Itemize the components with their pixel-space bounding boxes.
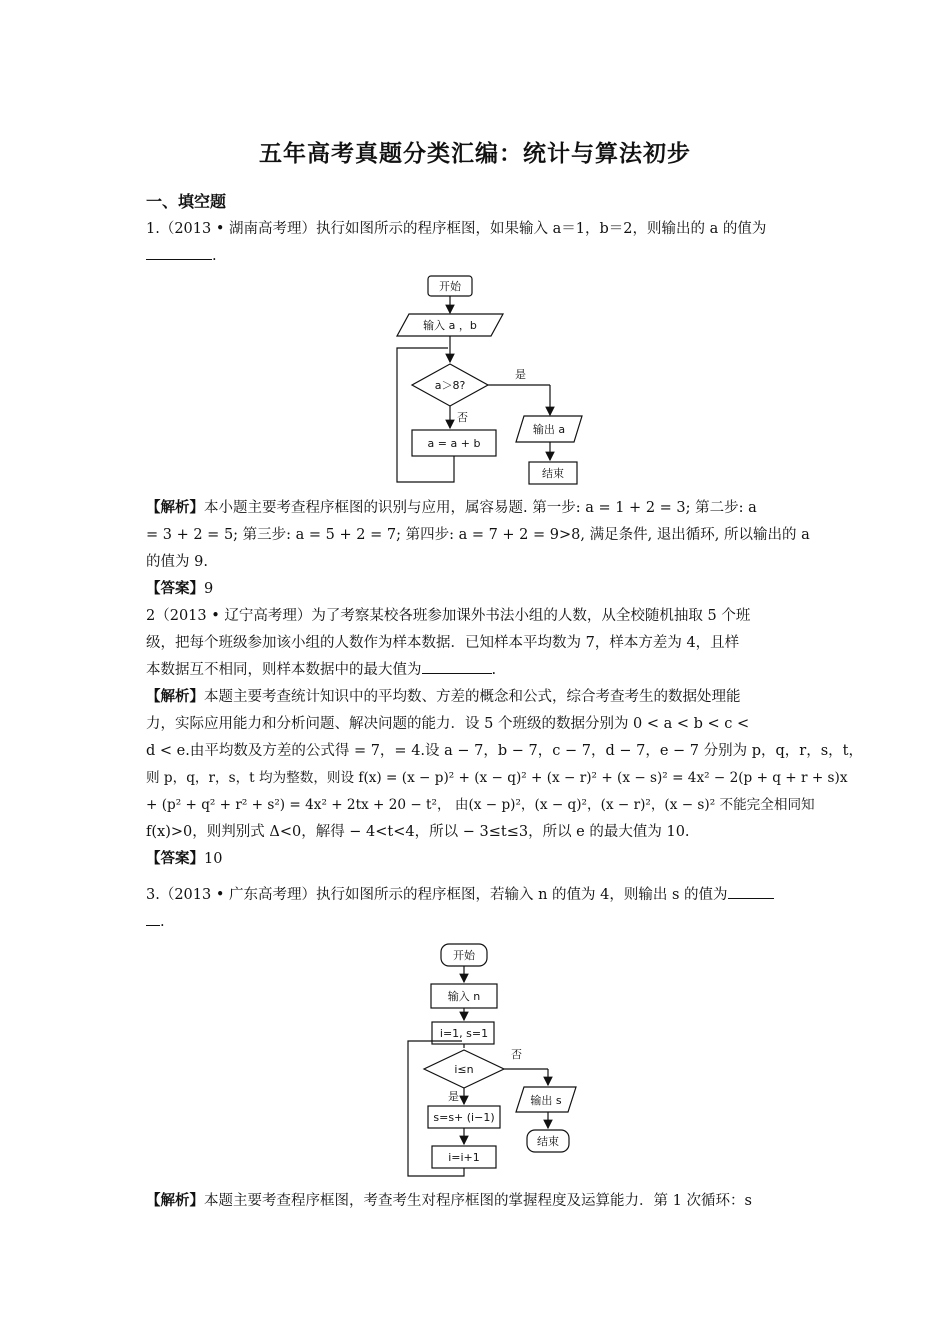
answer-label: 【答案】 xyxy=(146,581,204,597)
flow3-input-label: 输入 n xyxy=(447,990,481,1003)
analysis-3-line-1: 本题主要考查程序框图，考查考生对程序框图的掌握程度及运算能力．第 1 次循环：s xyxy=(204,1193,752,1209)
flow3-output-label: 输出 s xyxy=(530,1094,562,1107)
question-1-blank-line xyxy=(146,243,808,270)
flowchart-1 xyxy=(385,270,585,492)
answer-blank xyxy=(728,884,774,899)
flow3-init-label: i=1, s=1 xyxy=(439,1027,489,1040)
question-1-text: 1.（2013 • 湖南高考理）执行如图所示的程序框图，如果输入 a＝1，b＝2，则输出的 a 的值为 xyxy=(146,221,767,237)
question-2-line-1: 2（2013 • 辽宁高考理）为了考察某校各班参加课外书法小组的人数，从全校随机抽取 5 个班 xyxy=(146,608,751,624)
question-2 xyxy=(146,603,863,873)
flow1-end-label: 结束 xyxy=(542,467,564,480)
flow3-no-label: 否 xyxy=(511,1048,522,1061)
answer-blank xyxy=(146,245,212,260)
flow1-assign-label: a = a + b xyxy=(427,437,481,450)
analysis-3 xyxy=(146,1188,808,1215)
flow3-end-label: 结束 xyxy=(537,1135,559,1148)
analysis-label: 【解析】 xyxy=(146,689,204,705)
question-1-end: . xyxy=(212,248,217,264)
analysis-label: 【解析】 xyxy=(146,500,204,516)
answer-2: 10 xyxy=(204,851,223,867)
flow3-condition-label: i≤n xyxy=(454,1063,474,1076)
analysis-1-line-1: 本小题主要考查程序框图的识别与应用，属容易题. 第一步: a = 1 + 2 = 3; 第二步: a xyxy=(204,500,757,516)
page-title: 五年高考真题分类汇编：统计与算法初步 xyxy=(259,141,691,167)
analysis-2-line-2: 力，实际应用能力和分析问题、解决问题的能力．设 5 个班级的数据分别为 0 < a < b < c < xyxy=(146,716,750,732)
analysis-1-line-2: = 3 + 2 = 5; 第三步: a = 5 + 2 = 7; 第四步: a = 7 + 2 = 9>8, 满足条件, 退出循环, 所以输出的 a xyxy=(146,527,810,543)
question-3 xyxy=(146,882,808,936)
flow1-condition-label: a＞8? xyxy=(434,379,466,392)
answer-blank xyxy=(422,659,492,674)
analysis-2-line-6: f(x)>0，则判别式 Δ<0，解得 − 4<t<4，所以 − 3≤t≤3，所以 e 的最大值为 10. xyxy=(146,824,690,840)
question-2-line-3: 本数据互不相同，则样本数据中的最大值为 xyxy=(146,662,422,678)
flowchart-3 xyxy=(398,938,588,1184)
analysis-1-line-3: 的值为 9. xyxy=(146,554,208,570)
section-heading: 一、填空题 xyxy=(146,192,227,211)
analysis-2-line-1: 本题主要考查统计知识中的平均数、方差的概念和公式，综合考查考生的数据处理能 xyxy=(204,689,741,705)
question-3-end: . xyxy=(160,914,165,930)
answer-1: 9 xyxy=(204,581,214,597)
analysis-1 xyxy=(146,495,808,603)
flow1-input-label: 输入 a ，b xyxy=(423,319,477,332)
question-2-line-2: 级，把每个班级参加该小组的人数作为样本数据．已知样本平均数为 7，样本方差为 4，且样 xyxy=(146,635,740,651)
flow3-assign-label: s=s+ (i−1) xyxy=(433,1111,495,1124)
flow1-start-label: 开始 xyxy=(439,280,461,293)
flow3-start-label: 开始 xyxy=(453,949,475,962)
answer-blank-cont xyxy=(146,911,160,926)
flow1-output-label: 输出 a xyxy=(532,423,566,436)
question-3-text: 3.（2013 • 广东高考理）执行如图所示的程序框图，若输入 n 的值为 4，则输出 s 的值为 xyxy=(146,887,728,903)
flow3-inc-label: i=i+1 xyxy=(448,1151,480,1164)
question-1 xyxy=(146,216,808,270)
flow3-yes-label: 是 xyxy=(448,1090,459,1103)
question-2-end: . xyxy=(491,662,497,678)
answer-label: 【答案】 xyxy=(146,851,204,867)
flow1-no-label: 否 xyxy=(457,411,468,424)
analysis-label: 【解析】 xyxy=(146,1193,204,1209)
analysis-2-line-3: d < e.由平均数及方差的公式得 = 7，= 4.设 a − 7，b − 7，c − 7，d − 7，e − 7 分别为 p，q，r，s，t， xyxy=(146,743,863,759)
flow1-yes-label: 是 xyxy=(515,368,526,381)
analysis-2-line-5: + (p² + q² + r² + s²) = 4x² + 2tx + 20 − t²， 由(x − p)²，(x − q)²，(x − r)²，(x − s)² 不能完全相同知 xyxy=(146,797,815,813)
analysis-2-line-4: 则 p，q，r，s，t 均为整数，则设 f(x) = (x − p)² + (x − q)² + (x − r)² + (x − s)² = 4x² − 2(p + q + r + s)x xyxy=(146,770,848,786)
